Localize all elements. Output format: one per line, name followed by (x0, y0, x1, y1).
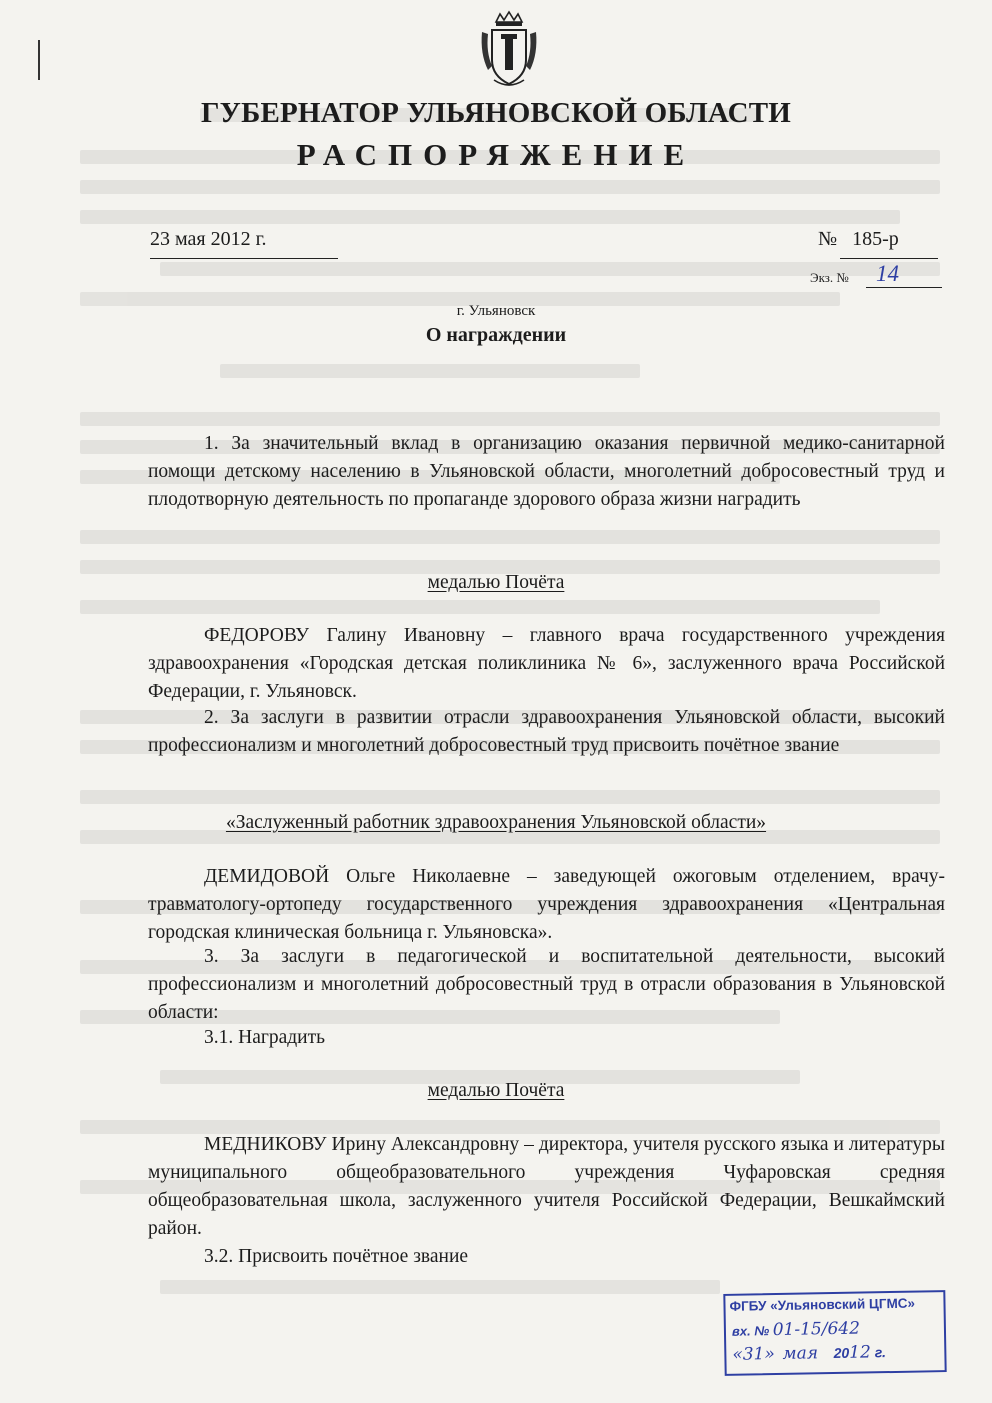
stamp-incoming-number: вх. № 01-15/642 (731, 1318, 861, 1341)
awardee-1: ФЕДОРОВУ Галину Ивановну – главного врача государственного учреждения здравоохранения «Городская детская поликлиника № 6», заслуженного врача Российской Федерации, г. Ульяновск. (148, 625, 945, 702)
award-1: медалью Почёта (427, 572, 565, 593)
document-number (818, 228, 899, 251)
copy-label: Экз. № (810, 270, 849, 285)
document-type: РАСПОРЯЖЕНИЕ (296, 137, 696, 172)
awardee-2: ДЕМИДОВОЙ Ольге Николаевне – заведующей ожоговым отделением, врачу-травматологу-ортопеду государственного учреждения здравоохранения «Центральная городская клиническая больница г. Ульяновска». (148, 866, 945, 943)
paragraph-2: 2. За заслуги в развитии отрасли здравоохранения Ульяновской области, высокий профессионализм и многолетний добросовестный труд присвоить почётное звание (148, 707, 945, 756)
coat-of-arms-emblem (478, 10, 540, 90)
paragraph-3-1: 3.1. Наградить (204, 1027, 326, 1048)
awardee-3: МЕДНИКОВУ Ирину Александровну – директора, учителя русского языка и литературы муниципального общеобразовательного учреждения Чуфаровская средняя общеобразовательная школа, заслуженного учителя Российской Федерации, Вешкаймский район. (148, 1134, 945, 1239)
number-value: 185-р (852, 228, 899, 250)
paragraph-3: 3. За заслуги в педагогической и воспитательной деятельности, высокий профессионализм и многолетний добросовестный труд в отрасли образования в Ульяновской области: (148, 946, 945, 1023)
number-label: № (818, 228, 838, 250)
issuing-authority: ГУБЕРНАТОР УЛЬЯНОВСКОЙ ОБЛАСТИ (200, 97, 792, 129)
incoming-registration-stamp (723, 1290, 946, 1376)
margin-mark (38, 40, 40, 80)
copy-number-underline (866, 287, 942, 288)
stamp-organization: ФГБУ «Ульяновский ЦГМС» (729, 1295, 916, 1314)
honorary-title-2: «Заслуженный работник здравоохранения Ульяновской области» (225, 812, 767, 833)
number-underline (840, 258, 938, 259)
document-date: 23 мая 2012 г. (150, 228, 267, 250)
copy-number-handwritten: 14 (876, 261, 899, 286)
paragraph-3-2: 3.2. Присвоить почётное звание (204, 1246, 469, 1267)
award-3: медалью Почёта (427, 1080, 565, 1101)
paragraph-1: 1. За значительный вклад в организацию оказания первичной медико-санитарной помощи детскому населению в Ульяновской области, многолетний добросовестный труд и плодотворную деятельность по пропаганде здорового образа жизни наградить (148, 433, 945, 510)
stamp-date: «31» мая 2012 г. (732, 1342, 887, 1365)
date-underline (150, 258, 338, 259)
document-title: О награждении (425, 324, 567, 346)
place-of-issue: г. Ульяновск (456, 303, 536, 319)
